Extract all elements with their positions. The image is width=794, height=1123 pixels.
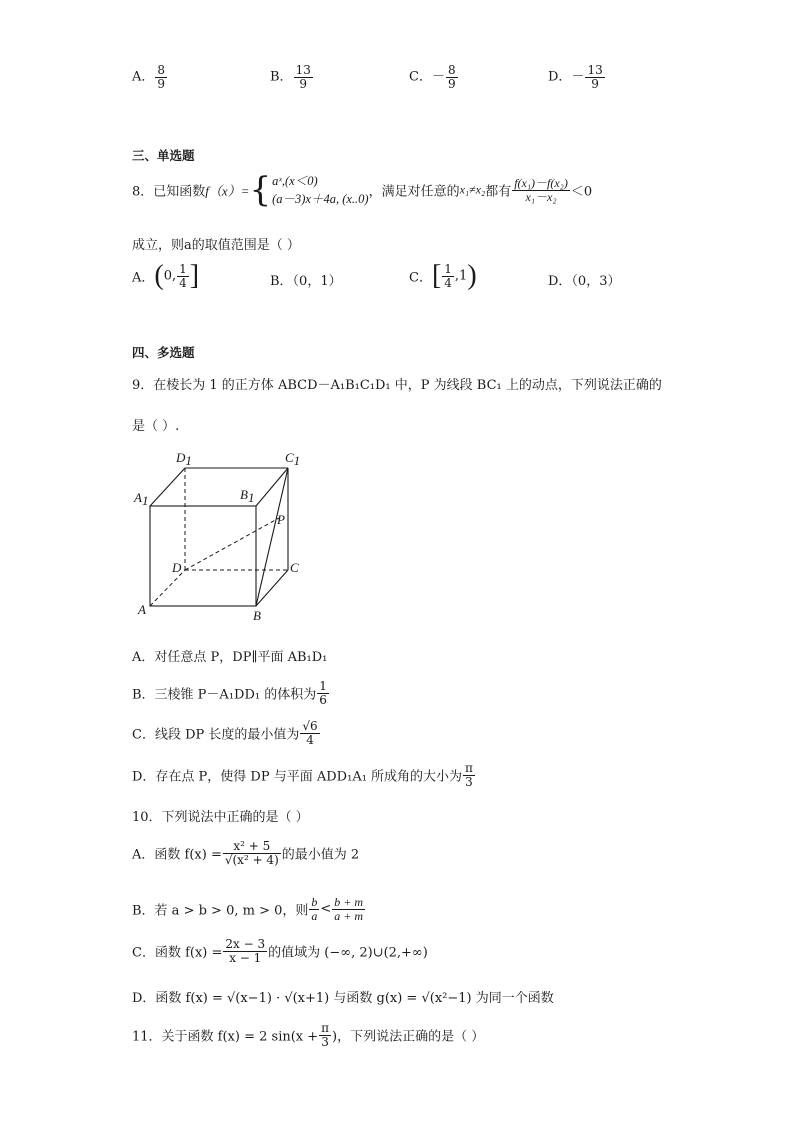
label-a: A <box>138 602 146 617</box>
q9-option-a: A．对任意点 P，DP∥平面 AB₁D₁ <box>132 650 328 665</box>
section-heading-single-choice: 三、单选题 <box>132 148 195 163</box>
q10-stem: 10．下列说法中正确的是（ ） <box>132 810 309 825</box>
label-b: B <box>253 608 261 623</box>
label-d: D <box>172 560 182 575</box>
label-c1: C1 <box>285 450 301 468</box>
cube-front-face <box>150 506 256 606</box>
cube-diagram <box>130 448 310 623</box>
edge-bc <box>256 570 288 606</box>
q8-stem: 8．已知函数f（x）={ aˣ,(x＜0) (a－3)x＋4a, (x..0) ，满足对任意的x₁≠x₂都有 $\frac{\text{f(x₁)－f(x₂)}}{\text{x₁－x₂}}$ ＜0 <box>132 170 593 210</box>
hidden-segment-dp <box>185 518 279 570</box>
label-d1: D1 <box>176 450 192 468</box>
hidden-edge-ad <box>150 570 185 606</box>
label-c: C <box>290 560 299 575</box>
section-heading-multi-choice: 四、多选题 <box>132 345 195 360</box>
q8-option-c: C．[ $\frac{1}{4}$ ,1) <box>409 260 477 291</box>
q9-option-b: B．三棱锥 P－A₁DD₁ 的体积为 $\frac{1}{6}$ <box>132 679 327 707</box>
q8-option-b: B．（0，1） <box>270 274 342 289</box>
q10-option-c: C．函数 f(x) = $\frac{2x - 3}{x - 1}$ 的值域为 (−∞, 2)∪(2,+∞) <box>132 937 428 965</box>
q7-option-d: D．－ $\frac{13}{9}$ <box>548 63 603 91</box>
q7-option-b: B． $\frac{13}{9}$ <box>270 63 311 91</box>
q8-option-d: D．（0，3） <box>548 274 621 289</box>
q7-option-a: A． $\frac{8}{9}$ <box>132 63 166 91</box>
piecewise-brace: { <box>249 170 272 210</box>
q7-option-c: C．－ $\frac{8}{9}$ <box>409 63 456 91</box>
label-b1: B1 <box>240 487 255 505</box>
q9-option-c: C．线段 DP 长度的最小值为 $\frac{√6}{4}$ <box>132 719 318 747</box>
edge-a1d1 <box>150 468 185 506</box>
segment-bc1 <box>256 468 288 606</box>
q9-option-d: D．存在点 P，使得 DP 与平面 ADD₁A₁ 所成角的大小为 $\frac{\pi}{3}$ <box>132 761 473 789</box>
q10-option-a: A．函数 f(x) = $\frac{\text{x² + 5}}{\text{√(x² + 4)}}$ 的最小值为 2 <box>132 839 360 867</box>
q11-stem: 11．关于函数 f(x) = 2 sin(x + $\frac{\pi}{3}$ )，下列说法正确的是（ ） <box>132 1021 485 1049</box>
q9-stem-line2: 是（ ）. <box>132 419 180 434</box>
q9-stem-line1: 9．在棱长为 1 的正方体 ABCD－A₁B₁C₁D₁ 中，P 为线段 BC₁ 上的动点，下列说法正确的 <box>132 378 662 393</box>
label-p: P <box>277 512 285 527</box>
q8-stem-line2: 成立，则a的取值范围是（ ） <box>132 238 300 253</box>
q10-option-d: D．函数 f(x) = √(x−1) · √(x+1) 与函数 g(x) = √(x²−1) 为同一个函数 <box>132 991 554 1006</box>
q10-option-b: B．若 a > b > 0, m > 0，则 $\frac{b}{a}$ < $\frac{b + m}{a + m}$ <box>132 895 364 923</box>
q8-option-a: A．(0, $\frac{1}{4}$ ] <box>132 260 200 291</box>
label-a1: A1 <box>134 490 149 508</box>
